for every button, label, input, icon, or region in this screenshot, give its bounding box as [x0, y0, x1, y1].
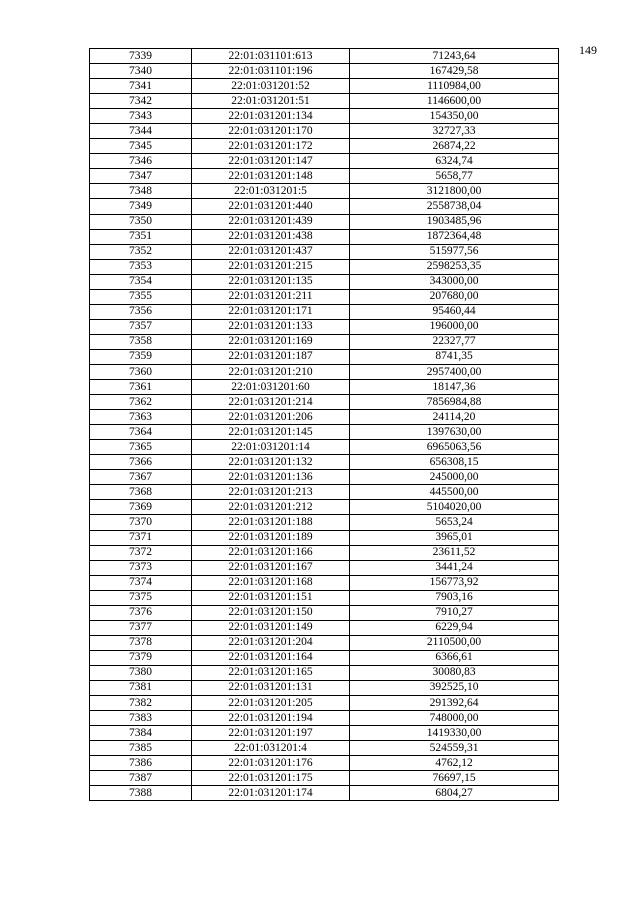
- row-number-cell: 7355: [90, 289, 192, 304]
- row-number-cell: 7377: [90, 620, 192, 635]
- table-row: [90, 696, 559, 711]
- cadastral-number-cell: 22:01:031201:168: [192, 575, 350, 590]
- table-row: [90, 79, 559, 94]
- row-number-cell: 7362: [90, 395, 192, 410]
- value-cell: 6229,94: [350, 620, 559, 635]
- row-number-cell: 7384: [90, 726, 192, 741]
- cadastral-number-cell: 22:01:031201:169: [192, 334, 350, 349]
- value-cell: 5653,24: [350, 515, 559, 530]
- row-number-cell: 7347: [90, 169, 192, 184]
- cadastral-number-cell: 22:01:031201:14: [192, 440, 350, 455]
- value-cell: 18147,36: [350, 380, 559, 395]
- row-number-cell: 7366: [90, 455, 192, 470]
- table-row: [90, 530, 559, 545]
- table-row: [90, 545, 559, 560]
- row-number-cell: 7365: [90, 440, 192, 455]
- table-row: [90, 470, 559, 485]
- table-row: [90, 64, 559, 79]
- cadastral-number-cell: 22:01:031201:206: [192, 410, 350, 425]
- value-cell: 8741,35: [350, 349, 559, 364]
- value-cell: 2957400,00: [350, 364, 559, 379]
- value-cell: 392525,10: [350, 680, 559, 695]
- table-row: [90, 440, 559, 455]
- row-number-cell: 7387: [90, 771, 192, 786]
- cadastral-number-cell: 22:01:031201:135: [192, 274, 350, 289]
- table-row: [90, 515, 559, 530]
- value-cell: 245000,00: [350, 470, 559, 485]
- value-cell: 656308,15: [350, 455, 559, 470]
- table-row: [90, 154, 559, 169]
- row-number-cell: 7374: [90, 575, 192, 590]
- value-cell: 4762,12: [350, 756, 559, 771]
- cadastral-number-cell: 22:01:031201:149: [192, 620, 350, 635]
- value-cell: 3121800,00: [350, 184, 559, 199]
- table-row: [90, 169, 559, 184]
- table-row: [90, 334, 559, 349]
- value-cell: 7903,16: [350, 590, 559, 605]
- cadastral-number-cell: 22:01:031201:175: [192, 771, 350, 786]
- row-number-cell: 7358: [90, 334, 192, 349]
- cadastral-number-cell: 22:01:031201:172: [192, 139, 350, 154]
- cadastral-number-cell: 22:01:031201:132: [192, 455, 350, 470]
- value-cell: 167429,58: [350, 64, 559, 79]
- cadastral-number-cell: 22:01:031201:213: [192, 485, 350, 500]
- table-row: [90, 94, 559, 109]
- value-cell: 95460,44: [350, 304, 559, 319]
- row-number-cell: 7372: [90, 545, 192, 560]
- table-row: [90, 184, 559, 199]
- value-cell: 6804,27: [350, 786, 559, 801]
- cadastral-number-cell: 22:01:031201:439: [192, 214, 350, 229]
- value-cell: 445500,00: [350, 485, 559, 500]
- row-number-cell: 7343: [90, 109, 192, 124]
- cadastral-number-cell: 22:01:031101:613: [192, 49, 350, 64]
- value-cell: 515977,56: [350, 244, 559, 259]
- table-row: [90, 455, 559, 470]
- cadastral-number-cell: 22:01:031201:212: [192, 500, 350, 515]
- table-row: [90, 665, 559, 680]
- table-body: [90, 49, 559, 801]
- row-number-cell: 7364: [90, 425, 192, 440]
- value-cell: 1397630,00: [350, 425, 559, 440]
- value-cell: 24114,20: [350, 410, 559, 425]
- value-cell: 7856984,88: [350, 395, 559, 410]
- value-cell: 22327,77: [350, 334, 559, 349]
- table-row: [90, 590, 559, 605]
- cadastral-number-cell: 22:01:031201:4: [192, 741, 350, 756]
- row-number-cell: 7356: [90, 304, 192, 319]
- value-cell: 76697,15: [350, 771, 559, 786]
- row-number-cell: 7351: [90, 229, 192, 244]
- table-row: [90, 109, 559, 124]
- table-row: [90, 244, 559, 259]
- cadastral-number-cell: 22:01:031201:170: [192, 124, 350, 139]
- row-number-cell: 7345: [90, 139, 192, 154]
- cadastral-value-table: [89, 48, 559, 801]
- row-number-cell: 7339: [90, 49, 192, 64]
- cadastral-number-cell: 22:01:031201:211: [192, 289, 350, 304]
- table-row: [90, 680, 559, 695]
- cadastral-number-cell: 22:01:031201:136: [192, 470, 350, 485]
- row-number-cell: 7350: [90, 214, 192, 229]
- table-row: [90, 741, 559, 756]
- row-number-cell: 7380: [90, 665, 192, 680]
- row-number-cell: 7349: [90, 199, 192, 214]
- row-number-cell: 7369: [90, 500, 192, 515]
- row-number-cell: 7371: [90, 530, 192, 545]
- row-number-cell: 7348: [90, 184, 192, 199]
- cadastral-number-cell: 22:01:031201:210: [192, 364, 350, 379]
- table-row: [90, 726, 559, 741]
- value-cell: 156773,92: [350, 575, 559, 590]
- table-row: [90, 364, 559, 379]
- value-cell: 2558738,04: [350, 199, 559, 214]
- table-row: [90, 575, 559, 590]
- row-number-cell: 7341: [90, 79, 192, 94]
- cadastral-number-cell: 22:01:031201:131: [192, 680, 350, 695]
- cadastral-number-cell: 22:01:031201:215: [192, 259, 350, 274]
- row-number-cell: 7360: [90, 364, 192, 379]
- row-number-cell: 7381: [90, 680, 192, 695]
- row-number-cell: 7357: [90, 319, 192, 334]
- value-cell: 32727,33: [350, 124, 559, 139]
- row-number-cell: 7342: [90, 94, 192, 109]
- value-cell: 1872364,48: [350, 229, 559, 244]
- table-row: [90, 771, 559, 786]
- value-cell: 7910,27: [350, 605, 559, 620]
- row-number-cell: 7368: [90, 485, 192, 500]
- row-number-cell: 7352: [90, 244, 192, 259]
- row-number-cell: 7361: [90, 380, 192, 395]
- value-cell: 524559,31: [350, 741, 559, 756]
- row-number-cell: 7353: [90, 259, 192, 274]
- cadastral-number-cell: 22:01:031201:205: [192, 696, 350, 711]
- table-row: [90, 500, 559, 515]
- cadastral-number-cell: 22:01:031201:5: [192, 184, 350, 199]
- value-cell: 207680,00: [350, 289, 559, 304]
- cadastral-number-cell: 22:01:031201:440: [192, 199, 350, 214]
- row-number-cell: 7340: [90, 64, 192, 79]
- value-cell: 5658,77: [350, 169, 559, 184]
- cadastral-number-cell: 22:01:031201:60: [192, 380, 350, 395]
- value-cell: 2598253,35: [350, 259, 559, 274]
- table-row: [90, 711, 559, 726]
- value-cell: 6324,74: [350, 154, 559, 169]
- cadastral-number-cell: 22:01:031201:167: [192, 560, 350, 575]
- value-cell: 30080,83: [350, 665, 559, 680]
- table-row: [90, 635, 559, 650]
- value-cell: 1903485,96: [350, 214, 559, 229]
- row-number-cell: 7346: [90, 154, 192, 169]
- cadastral-number-cell: 22:01:031201:147: [192, 154, 350, 169]
- table-row: [90, 229, 559, 244]
- cadastral-number-cell: 22:01:031201:188: [192, 515, 350, 530]
- cadastral-number-cell: 22:01:031201:165: [192, 665, 350, 680]
- row-number-cell: 7344: [90, 124, 192, 139]
- page-number: 149: [579, 43, 597, 57]
- value-cell: 3965,01: [350, 530, 559, 545]
- cadastral-number-cell: 22:01:031201:148: [192, 169, 350, 184]
- cadastral-number-cell: 22:01:031201:134: [192, 109, 350, 124]
- row-number-cell: 7359: [90, 349, 192, 364]
- row-number-cell: 7376: [90, 605, 192, 620]
- value-cell: 3441,24: [350, 560, 559, 575]
- cadastral-number-cell: 22:01:031201:214: [192, 395, 350, 410]
- value-cell: 748000,00: [350, 711, 559, 726]
- cadastral-number-cell: 22:01:031201:151: [192, 590, 350, 605]
- table-row: [90, 786, 559, 801]
- row-number-cell: 7379: [90, 650, 192, 665]
- table-row: [90, 139, 559, 154]
- value-cell: 5104020,00: [350, 500, 559, 515]
- cadastral-number-cell: 22:01:031201:133: [192, 319, 350, 334]
- value-cell: 343000,00: [350, 274, 559, 289]
- table-row: [90, 124, 559, 139]
- table-row: [90, 410, 559, 425]
- value-cell: 26874,22: [350, 139, 559, 154]
- cadastral-number-cell: 22:01:031201:437: [192, 244, 350, 259]
- value-cell: 1110984,00: [350, 79, 559, 94]
- cadastral-number-cell: 22:01:031201:194: [192, 711, 350, 726]
- row-number-cell: 7386: [90, 756, 192, 771]
- table-row: [90, 49, 559, 64]
- cadastral-number-cell: 22:01:031201:150: [192, 605, 350, 620]
- cadastral-number-cell: 22:01:031201:204: [192, 635, 350, 650]
- table-row: [90, 425, 559, 440]
- table-row: [90, 560, 559, 575]
- cadastral-number-cell: 22:01:031201:166: [192, 545, 350, 560]
- table-row: [90, 274, 559, 289]
- cadastral-number-cell: 22:01:031201:438: [192, 229, 350, 244]
- row-number-cell: 7383: [90, 711, 192, 726]
- value-cell: 2110500,00: [350, 635, 559, 650]
- row-number-cell: 7382: [90, 696, 192, 711]
- table-row: [90, 620, 559, 635]
- row-number-cell: 7370: [90, 515, 192, 530]
- cadastral-number-cell: 22:01:031201:51: [192, 94, 350, 109]
- table-row: [90, 214, 559, 229]
- value-cell: 291392,64: [350, 696, 559, 711]
- value-cell: 71243,64: [350, 49, 559, 64]
- row-number-cell: 7367: [90, 470, 192, 485]
- row-number-cell: 7373: [90, 560, 192, 575]
- value-cell: 1419330,00: [350, 726, 559, 741]
- value-cell: 6366,61: [350, 650, 559, 665]
- table-row: [90, 485, 559, 500]
- table-row: [90, 605, 559, 620]
- value-cell: 23611,52: [350, 545, 559, 560]
- table-row: [90, 304, 559, 319]
- cadastral-number-cell: 22:01:031201:52: [192, 79, 350, 94]
- cadastral-number-cell: 22:01:031201:197: [192, 726, 350, 741]
- table-row: [90, 756, 559, 771]
- table-row: [90, 199, 559, 214]
- row-number-cell: 7385: [90, 741, 192, 756]
- row-number-cell: 7375: [90, 590, 192, 605]
- table-row: [90, 319, 559, 334]
- row-number-cell: 7354: [90, 274, 192, 289]
- cadastral-number-cell: 22:01:031201:189: [192, 530, 350, 545]
- row-number-cell: 7378: [90, 635, 192, 650]
- table-row: [90, 349, 559, 364]
- cadastral-number-cell: 22:01:031201:187: [192, 349, 350, 364]
- cadastral-number-cell: 22:01:031201:145: [192, 425, 350, 440]
- value-cell: 6965063,56: [350, 440, 559, 455]
- row-number-cell: 7363: [90, 410, 192, 425]
- value-cell: 154350,00: [350, 109, 559, 124]
- value-cell: 196000,00: [350, 319, 559, 334]
- value-cell: 1146600,00: [350, 94, 559, 109]
- cadastral-number-cell: 22:01:031201:176: [192, 756, 350, 771]
- cadastral-number-cell: 22:01:031201:171: [192, 304, 350, 319]
- table-row: [90, 380, 559, 395]
- table-row: [90, 259, 559, 274]
- cadastral-number-cell: 22:01:031201:164: [192, 650, 350, 665]
- cadastral-number-cell: 22:01:031201:174: [192, 786, 350, 801]
- row-number-cell: 7388: [90, 786, 192, 801]
- table-row: [90, 650, 559, 665]
- cadastral-number-cell: 22:01:031101:196: [192, 64, 350, 79]
- table-row: [90, 395, 559, 410]
- table-row: [90, 289, 559, 304]
